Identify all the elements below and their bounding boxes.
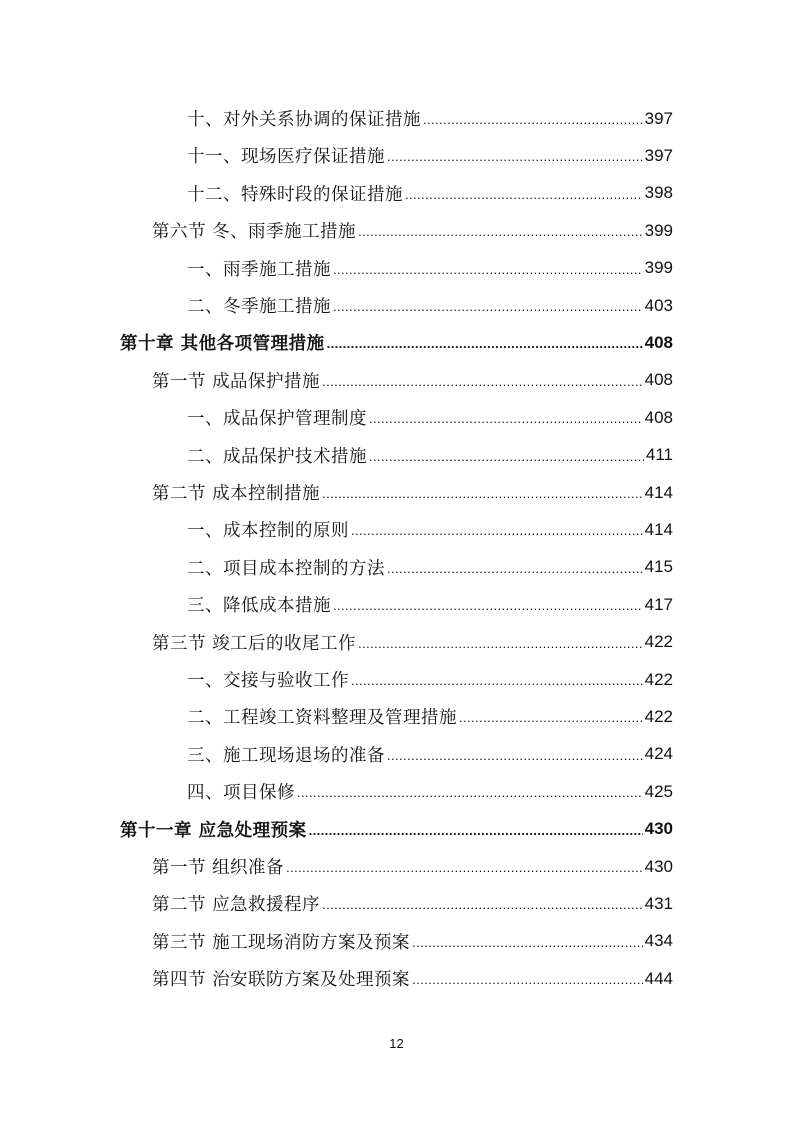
dot-leader bbox=[333, 250, 643, 287]
toc-entry-title: 第二节 应急救援程序 bbox=[152, 895, 321, 916]
dot-leader bbox=[387, 549, 643, 586]
toc-entry-page: 434 bbox=[644, 931, 673, 951]
toc-entry-title: 十一、现场医疗保证措施 bbox=[187, 147, 385, 168]
dot-leader bbox=[322, 474, 643, 511]
toc-entry-page: 431 bbox=[644, 893, 673, 913]
toc-item-entry[interactable] bbox=[187, 137, 673, 174]
toc-entry-page: 414 bbox=[644, 482, 673, 502]
toc-item-entry[interactable] bbox=[187, 399, 673, 436]
toc-entry-title: 第一节 成品保护措施 bbox=[152, 371, 321, 392]
toc-section-entry[interactable] bbox=[152, 624, 673, 661]
dot-leader bbox=[351, 661, 643, 698]
toc-entry-page: 417 bbox=[644, 594, 673, 614]
toc-section-entry[interactable] bbox=[152, 848, 673, 885]
toc-entry-page: 397 bbox=[644, 108, 673, 128]
toc-item-entry[interactable] bbox=[187, 287, 673, 324]
toc-entry-page: 414 bbox=[644, 519, 673, 539]
dot-leader bbox=[358, 624, 643, 661]
toc-entry-title: 四、项目保修 bbox=[187, 783, 295, 804]
toc-item-entry[interactable] bbox=[187, 773, 673, 810]
dot-leader bbox=[412, 923, 643, 960]
dot-leader bbox=[358, 212, 643, 249]
dot-leader bbox=[405, 175, 643, 212]
toc-entry-page: 444 bbox=[644, 968, 673, 988]
toc-entry-title: 第二节 成本控制措施 bbox=[152, 484, 321, 504]
dot-leader bbox=[369, 399, 643, 436]
dot-leader bbox=[351, 511, 643, 548]
toc-entry-title: 第三节 竣工后的收尾工作 bbox=[152, 633, 357, 654]
toc-section-entry[interactable] bbox=[152, 960, 673, 997]
dot-leader bbox=[369, 437, 644, 474]
dot-leader bbox=[387, 736, 643, 773]
toc-entry-title: 二、冬季施工措施 bbox=[187, 297, 331, 317]
toc-entry-page: 422 bbox=[644, 669, 673, 689]
toc-item-entry[interactable] bbox=[187, 661, 673, 698]
toc-entry-page: 399 bbox=[644, 258, 673, 278]
toc-entry-page: 398 bbox=[644, 183, 673, 203]
toc-entry-title: 第十章 其他各项管理措施 bbox=[120, 334, 325, 355]
toc-item-entry[interactable] bbox=[187, 549, 673, 586]
toc-section-entry[interactable] bbox=[152, 212, 673, 249]
toc-section-entry[interactable] bbox=[152, 923, 673, 960]
toc-entry-title: 十二、特殊时段的保证措施 bbox=[187, 184, 403, 205]
toc-item-entry[interactable] bbox=[187, 698, 673, 735]
toc-entry-title: 一、雨季施工措施 bbox=[187, 259, 331, 280]
toc-entry-page: 399 bbox=[644, 220, 673, 240]
toc-item-entry[interactable] bbox=[187, 437, 673, 474]
toc-entry-page: 408 bbox=[644, 407, 673, 427]
toc-entry-title: 一、成品保护管理制度 bbox=[187, 409, 367, 430]
toc-entry-title: 三、施工现场退场的准备 bbox=[187, 745, 385, 766]
dot-leader bbox=[309, 811, 643, 848]
toc-item-entry[interactable] bbox=[187, 586, 673, 623]
dot-leader bbox=[297, 773, 643, 810]
dot-leader bbox=[423, 100, 643, 137]
toc-item-entry[interactable] bbox=[187, 100, 673, 137]
toc-item-entry[interactable] bbox=[187, 511, 673, 548]
dot-leader bbox=[459, 698, 643, 735]
toc-chapter-entry[interactable] bbox=[120, 324, 673, 361]
toc-entry-title: 一、交接与验收工作 bbox=[187, 671, 349, 691]
dot-leader bbox=[387, 137, 643, 174]
toc-entry-title: 第一节 组织准备 bbox=[152, 858, 285, 878]
toc-entry-page: 397 bbox=[644, 145, 673, 165]
dot-leader bbox=[333, 586, 643, 623]
toc-entry-title: 二、工程竣工资料整理及管理措施 bbox=[187, 708, 457, 729]
toc-entry-page: 425 bbox=[644, 781, 673, 801]
toc-entry-title: 第十一章 应急处理预案 bbox=[120, 820, 307, 841]
toc-entry-title: 第四节 治安联防方案及处理预案 bbox=[152, 970, 411, 991]
toc-entry-page: 415 bbox=[644, 557, 673, 577]
dot-leader bbox=[327, 324, 643, 361]
toc-entry-page: 430 bbox=[644, 819, 673, 839]
toc-entry-page: 411 bbox=[645, 445, 673, 465]
toc-entry-title: 二、成品保护技术措施 bbox=[187, 446, 367, 467]
dot-leader bbox=[333, 287, 643, 324]
toc-section-entry[interactable] bbox=[152, 474, 673, 511]
toc-entry-page: 424 bbox=[644, 744, 673, 764]
toc-entry-page: 422 bbox=[644, 632, 673, 652]
toc-entry-title: 第三节 施工现场消防方案及预案 bbox=[152, 932, 411, 953]
toc-entry-title: 第六节 冬、雨季施工措施 bbox=[152, 222, 357, 243]
toc-entry-page: 403 bbox=[644, 295, 673, 315]
toc-entry-title: 二、项目成本控制的方法 bbox=[187, 558, 385, 579]
toc-entry-page: 408 bbox=[644, 370, 673, 390]
toc-chapter-entry[interactable] bbox=[120, 811, 673, 848]
toc-entry-title: 一、成本控制的原则 bbox=[187, 521, 349, 542]
toc-entry-page: 430 bbox=[644, 856, 673, 876]
page-number: 12 bbox=[389, 1036, 404, 1051]
toc-entry-page: 422 bbox=[644, 706, 673, 726]
toc-entry-title: 三、降低成本措施 bbox=[187, 596, 331, 617]
toc-item-entry[interactable] bbox=[187, 736, 673, 773]
toc-section-entry[interactable] bbox=[152, 885, 673, 922]
dot-leader bbox=[322, 362, 643, 399]
toc-item-entry[interactable] bbox=[187, 175, 673, 212]
toc-item-entry[interactable] bbox=[187, 250, 673, 287]
toc-entry-page: 408 bbox=[644, 332, 673, 352]
dot-leader bbox=[286, 848, 643, 885]
dot-leader bbox=[412, 960, 643, 997]
dot-leader bbox=[322, 885, 643, 922]
toc-entry-title: 十、对外关系协调的保证措施 bbox=[187, 110, 421, 130]
toc-section-entry[interactable] bbox=[152, 362, 673, 399]
